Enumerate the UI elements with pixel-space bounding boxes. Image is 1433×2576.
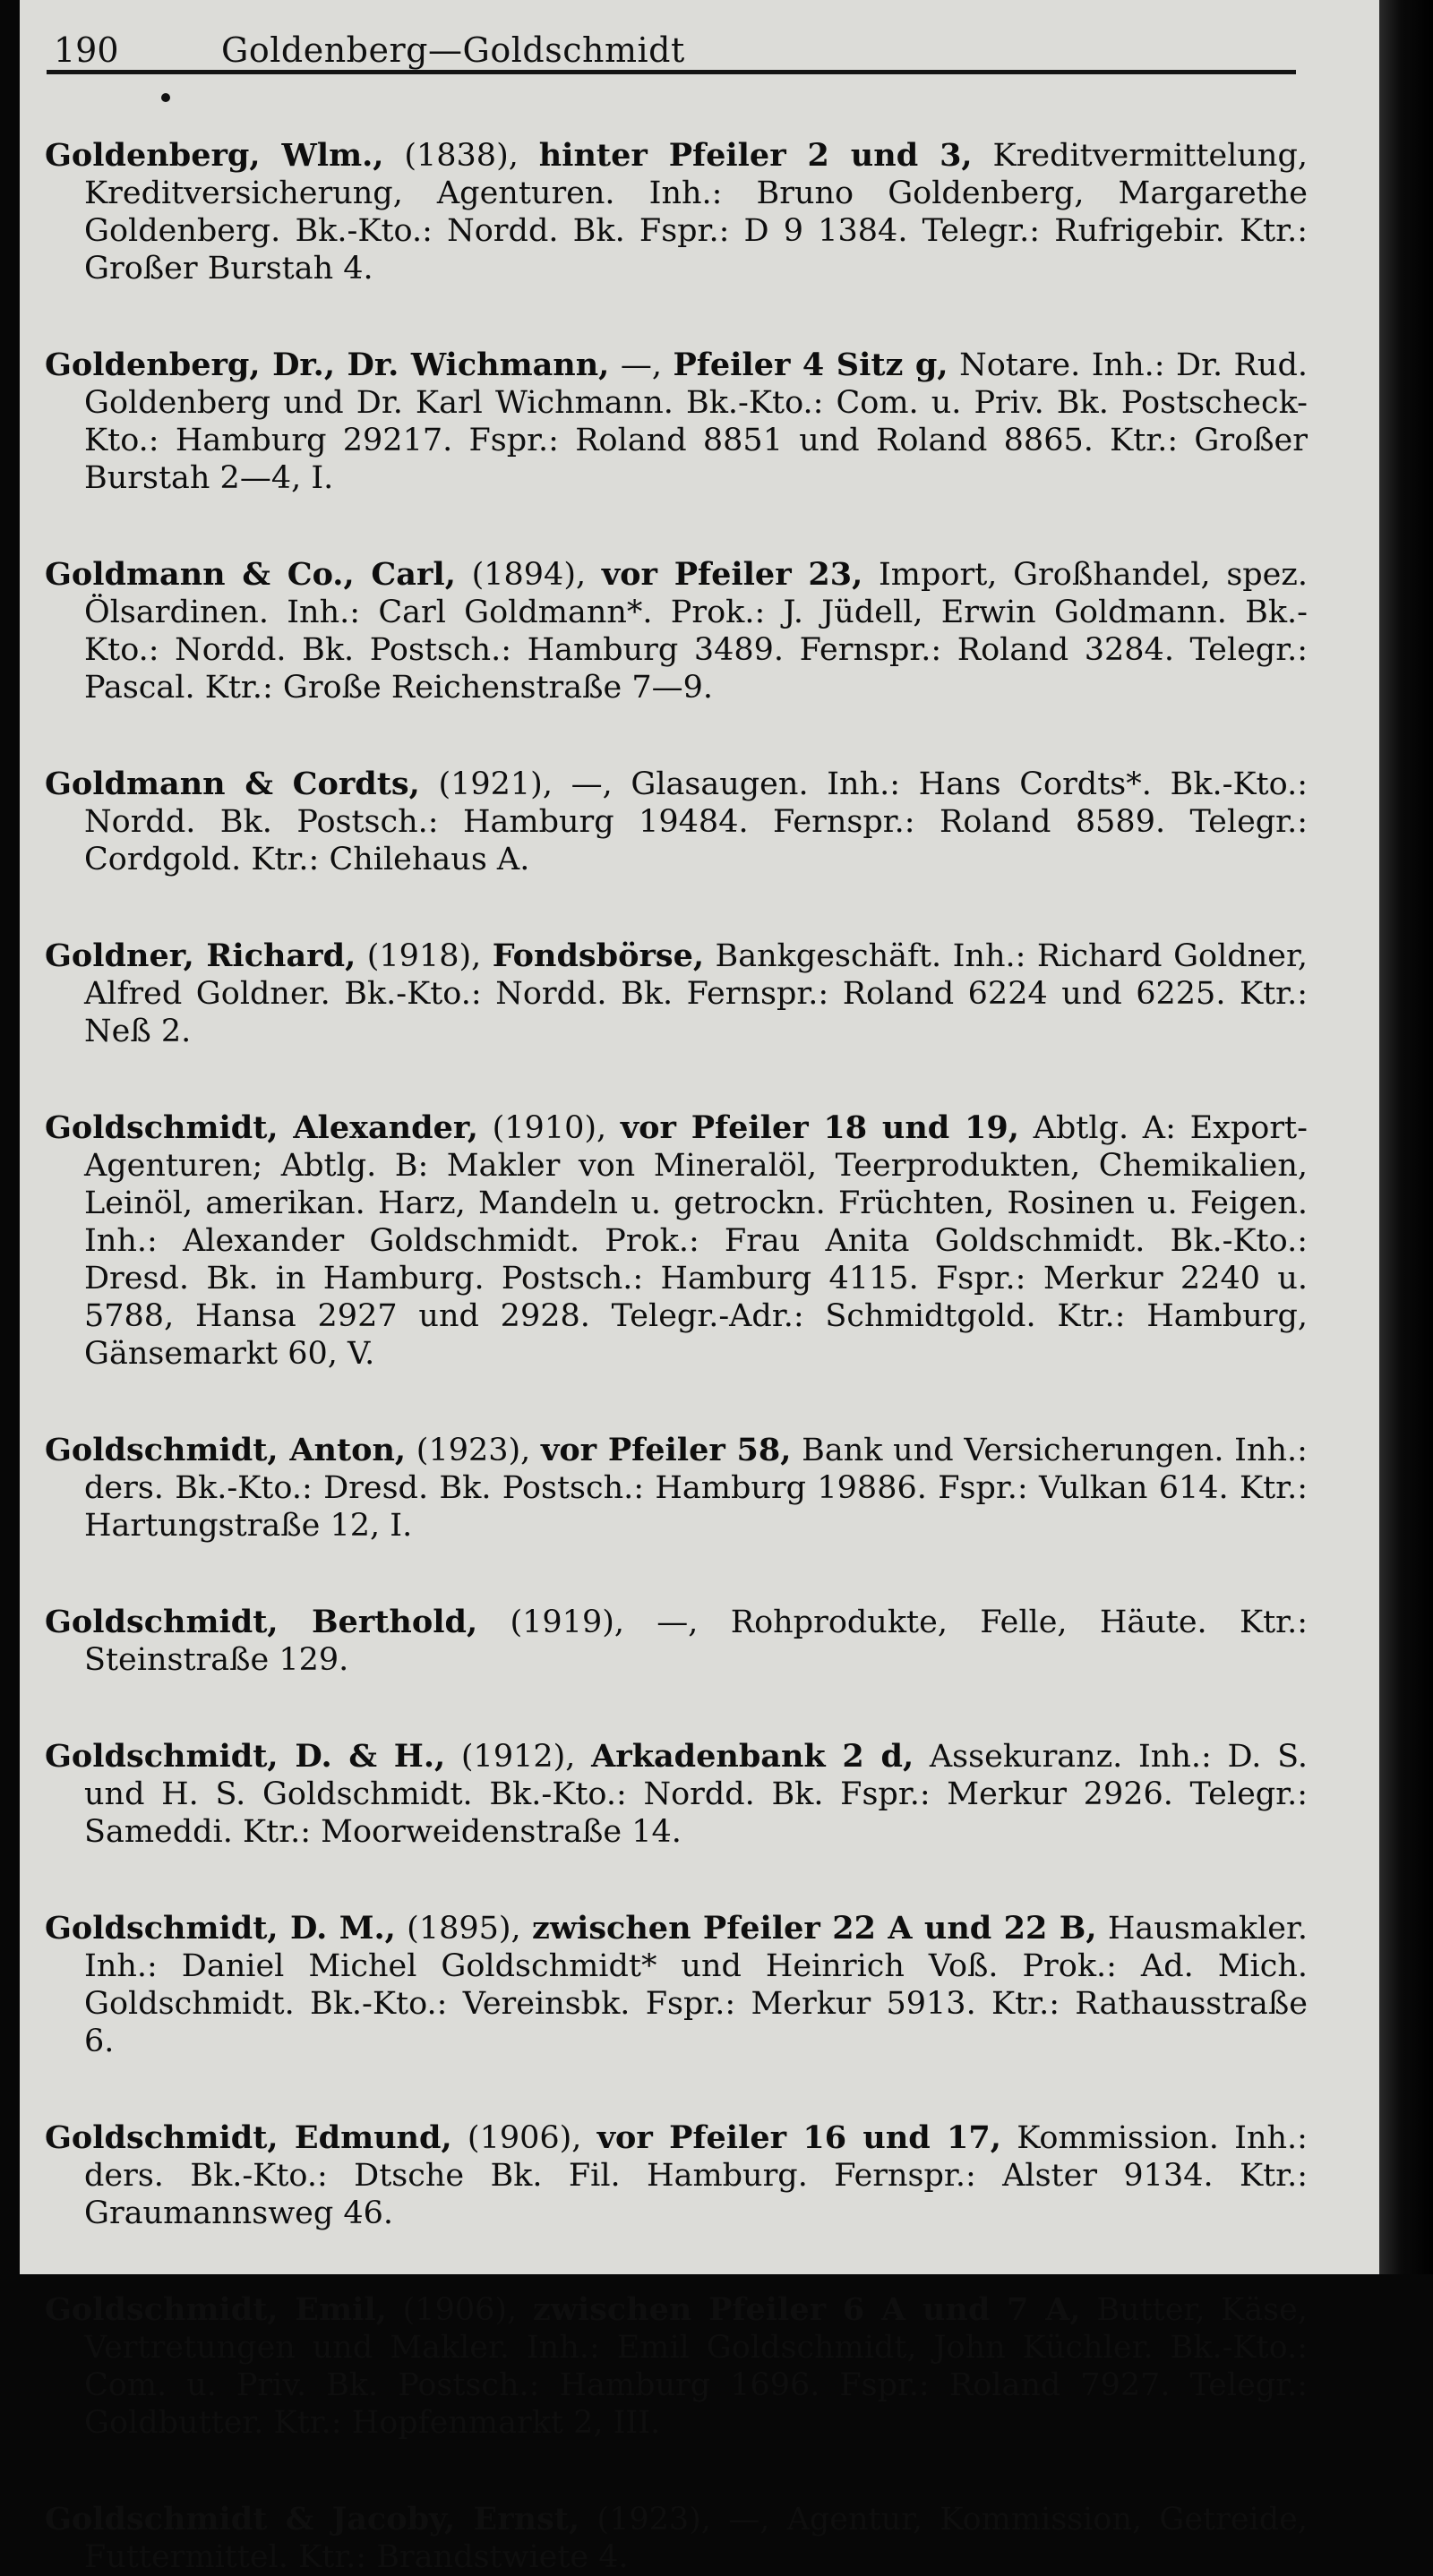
entry-goldschmidt-alexander bbox=[45, 1109, 1308, 1373]
entry-goldenberg-wichmann bbox=[45, 347, 1308, 497]
entry-name: Goldschmidt, D. & H., bbox=[45, 1738, 446, 1775]
entry-year: (1838), bbox=[404, 138, 519, 174]
entry-details: Butter, Käse, Vertretungen und Makler. Inh.: Emil Goldschmidt, John Küchler. Bk.-Kto.: Com. u. Priv. Bk. Postsch.: Hamburg 1696. Fspr.: Roland 7927. Telegr.: Goldbutter. Ktr.: Hopfenmarkt 2, III. bbox=[84, 2292, 1308, 2441]
entry-year: (1906), bbox=[402, 2292, 518, 2328]
entry-name: Goldschmidt, D. M., bbox=[45, 1910, 396, 1947]
directory-page bbox=[20, 0, 1379, 2575]
entry-name: Goldenberg, Dr., Dr. Wichmann, bbox=[45, 347, 610, 383]
entry-year: (1919), —, bbox=[510, 1605, 699, 1640]
entry-year: (1921), —, bbox=[438, 766, 613, 802]
entry-name: Goldschmidt, Emil, bbox=[45, 2291, 387, 2328]
entry-goldschmidt-d-m bbox=[45, 1910, 1308, 2060]
running-head: Goldenberg—Goldschmidt bbox=[221, 30, 685, 70]
entry-location: Fondsbörse, bbox=[492, 937, 705, 974]
entry-goldschmidt-d-h bbox=[45, 1738, 1308, 1851]
entry-year: (1894), bbox=[471, 557, 587, 593]
page-number: 190 bbox=[54, 30, 119, 70]
entry-goldmann-co-carl bbox=[45, 556, 1308, 706]
entry-name: Goldner, Richard, bbox=[45, 937, 356, 974]
entry-details: Bank und Versicherungen. Inh.: ders. Bk.-Kto.: Dresd. Bk. Postsch.: Hamburg 19886. Fspr.: Vulkan 614. Ktr.: Hartungstraße 12, I. bbox=[84, 1433, 1308, 1544]
header-rule bbox=[47, 70, 1296, 74]
entry-name: Goldschmidt, Alexander, bbox=[45, 1109, 478, 1146]
entry-details: Agentur, Kommission, Getreide, Futtermittel. Ktr.: Brandstwiete 4. bbox=[84, 2502, 1308, 2575]
entry-year: (1906), bbox=[467, 2120, 582, 2156]
entry-goldmann-cordts bbox=[45, 766, 1308, 878]
entry-year: (1912), bbox=[460, 1739, 576, 1775]
entry-goldschmidt-anton bbox=[45, 1432, 1308, 1545]
entry-details: Hausmakler. Inh.: Daniel Michel Goldschmidt* und Heinrich Voß. Prok.: Ad. Mich. Goldschmidt. Bk.-Kto.: Vereinsbk. Fspr.: Merkur 5913. Ktr.: Rathausstraße 6. bbox=[84, 1911, 1308, 2059]
entry-details: Assekuranz. Inh.: D. S. und H. S. Goldschmidt. Bk.-Kto.: Nordd. Bk. Fspr.: Merkur 2926. Telegr.: Sameddi. Ktr.: Moorweidenstraße 14. bbox=[84, 1739, 1308, 1850]
entry-location: vor Pfeiler 23, bbox=[601, 556, 863, 593]
entry-goldenberg-wlm bbox=[45, 137, 1308, 287]
entry-year: (1910), bbox=[492, 1110, 607, 1146]
entry-name: Goldenberg, Wlm., bbox=[45, 137, 384, 174]
entry-location: hinter Pfeiler 2 und 3, bbox=[538, 137, 973, 174]
entry-details: Abtlg. A: Export-Agenturen; Abtlg. B: Makler von Mineralöl, Teerprodukten, Chemikalien, Leinöl, amerikan. Harz, Mandeln u. getrockn. Früchten, Rosinen u. Feigen. Inh.: Alexander Goldschmidt. Prok.: Frau Anita Goldschmidt. Bk.-Kto.: Dresd. Bk. in Hamburg. Postsch.: Hamburg 4115. Fspr.: Merkur 2240 u. 5788, Hansa 2927 und 2928. Telegr.-Adr.: Schmidtgold. Ktr.: Hamburg, Gänsemarkt 60, V. bbox=[84, 1110, 1308, 1372]
entry-goldschmidt-emil bbox=[45, 2291, 1308, 2442]
entry-location: Arkadenbank 2 d, bbox=[591, 1738, 914, 1775]
entry-name: Goldmann & Cordts, bbox=[45, 766, 420, 802]
entry-year: —, bbox=[620, 347, 662, 383]
entry-name: Goldschmidt, Edmund, bbox=[45, 2119, 452, 2156]
entry-goldschmidt-jacoby bbox=[45, 2501, 1308, 2576]
entry-name: Goldschmidt, Berthold, bbox=[45, 1604, 478, 1640]
entry-location: Pfeiler 4 Sitz g, bbox=[673, 347, 948, 383]
entry-year: (1923), —, bbox=[596, 2502, 770, 2537]
entry-location: vor Pfeiler 58, bbox=[541, 1432, 792, 1468]
entry-location: zwischen Pfeiler 22 A und 22 B, bbox=[532, 1910, 1097, 1947]
entry-year: (1923), bbox=[416, 1433, 531, 1468]
entry-location: vor Pfeiler 18 und 19, bbox=[620, 1109, 1019, 1146]
entry-details: Notare. Inh.: Dr. Rud. Goldenberg und Dr. Karl Wichmann. Bk.-Kto.: Com. u. Priv. Bk. Postscheck-Kto.: Hamburg 29217. Fspr.: Roland 8851 und Roland 8865. Ktr.: Großer Burstah 2—4, I. bbox=[84, 347, 1308, 496]
entry-goldschmidt-berthold bbox=[45, 1604, 1308, 1679]
entry-details: Rohprodukte, Felle, Häute. Ktr.: Steinstraße 129. bbox=[84, 1605, 1308, 1678]
page-edge-shadow bbox=[1379, 0, 1433, 2274]
entry-details: Bankgeschäft. Inh.: Richard Goldner, Alfred Goldner. Bk.-Kto.: Nordd. Bk. Fernspr.: Roland 6224 und 6225. Ktr.: Neß 2. bbox=[84, 938, 1308, 1049]
entry-goldner-richard bbox=[45, 937, 1308, 1050]
entry-details: Kommission. Inh.: ders. Bk.-Kto.: Dtsche Bk. Fil. Hamburg. Fernspr.: Alster 9134. Ktr.: Graumannsweg 46. bbox=[84, 2120, 1308, 2231]
entry-goldschmidt-edmund bbox=[45, 2119, 1308, 2232]
entry-name: Goldschmidt, Anton, bbox=[45, 1432, 407, 1468]
entry-name: Goldmann & Co., Carl, bbox=[45, 556, 456, 593]
entry-year: (1918), bbox=[366, 938, 482, 974]
entry-details: Kreditvermittelung, Kreditversicherung, Agenturen. Inh.: Bruno Goldenberg, Margarethe Goldenberg. Bk.-Kto.: Nordd. Bk. Fspr.: D 9 1384. Telegr.: Rufrigebir. Ktr.: Großer Burstah 4. bbox=[84, 138, 1308, 287]
entry-details: Import, Großhandel, spez. Ölsardinen. Inh.: Carl Goldmann*. Prok.: J. Jüdell, Erwin Goldmann. Bk.-Kto.: Nordd. Bk. Postsch.: Hamburg 3489. Fernspr.: Roland 3284. Telegr.: Pascal. Ktr.: Große Reichenstraße 7—9. bbox=[84, 557, 1308, 706]
print-mark bbox=[161, 93, 170, 102]
entry-location: zwischen Pfeiler 6 A und 7 A, bbox=[532, 2291, 1081, 2328]
entry-details: Glasaugen. Inh.: Hans Cordts*. Bk.-Kto.: Nordd. Bk. Postsch.: Hamburg 19484. Fernspr.: Roland 8589. Telegr.: Cordgold. Ktr.: Chilehaus A. bbox=[84, 766, 1308, 877]
entry-location: vor Pfeiler 16 und 17, bbox=[596, 2119, 1001, 2156]
entry-year: (1895), bbox=[407, 1911, 521, 1947]
entry-list bbox=[45, 106, 1308, 2576]
page-header bbox=[47, 27, 1318, 72]
entry-name: Goldschmidt & Jacoby, Ernst, bbox=[45, 2501, 580, 2537]
